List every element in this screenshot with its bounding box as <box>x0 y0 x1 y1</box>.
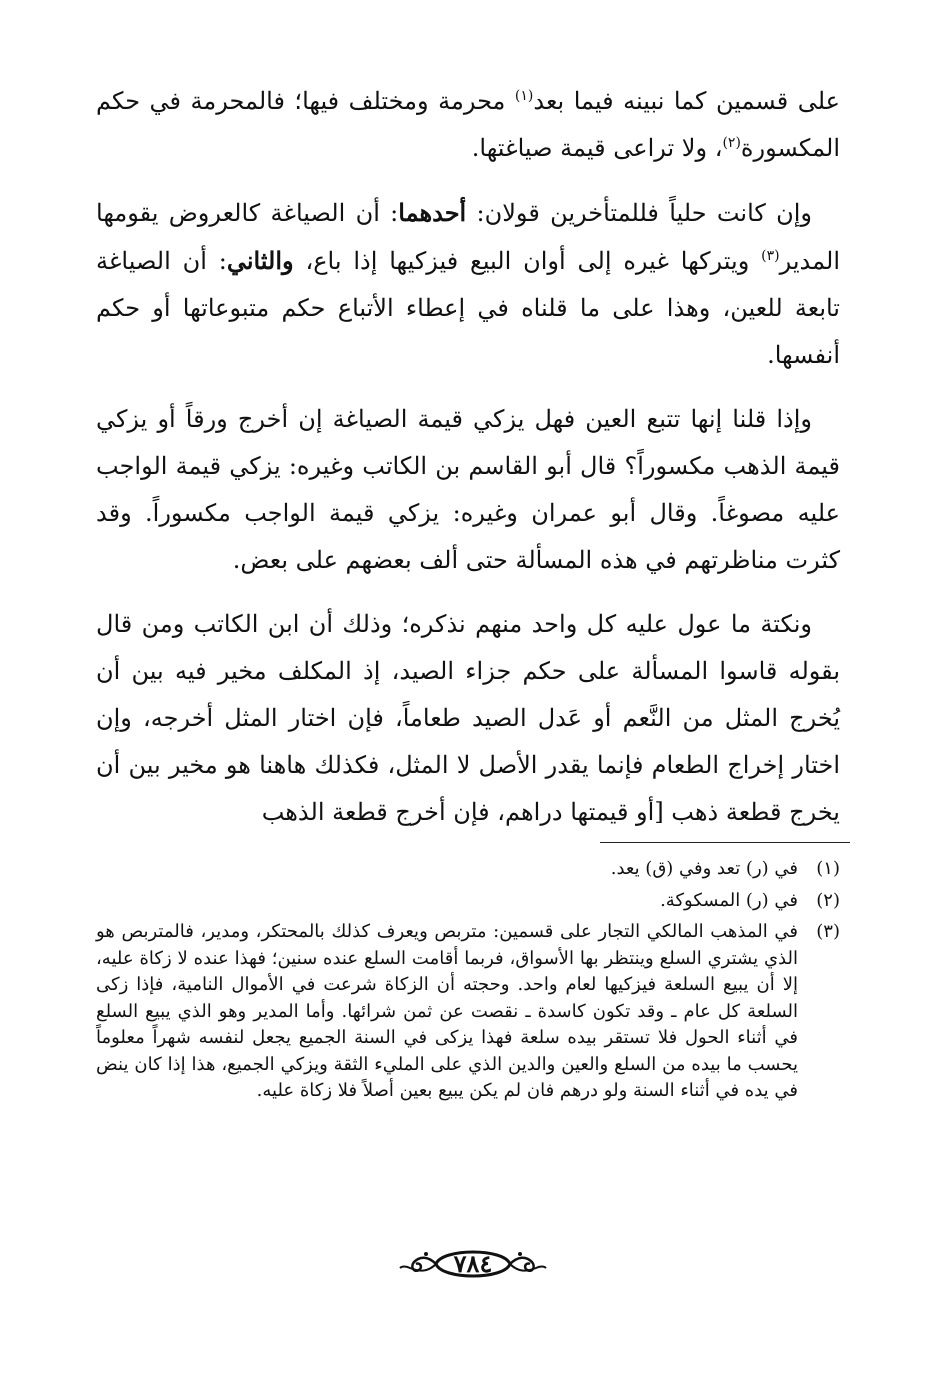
footnote-text: في (ر) المسكوكة. <box>660 889 798 911</box>
main-text <box>96 78 840 836</box>
page-number-ornament <box>0 1242 946 1286</box>
paragraph-1-text-b: محرمة ومختلف فيها؛ فالمحرمة في حكم المكسورة <box>96 87 840 162</box>
second-opinion-label: والثاني <box>226 246 294 275</box>
footnote-number: (٣) <box>816 921 840 942</box>
paragraph-3: وإذا قلنا إنها تتبع العين فهل يزكي قيمة الصياغة إن أخرج ورقاً أو يزكي قيمة الذهب مكسوراً؟ قال أبو القاسم بن الكاتب وغيره: يزكي قيمة الواجب عليه مصوغاً. وقال أبو عمران وغيره: يزكي قيمة الواجب مكسوراً. وقد كثرت مناظرتهم في هذه المسألة حتى ألف بعضهم على بعض. <box>96 405 840 574</box>
paragraph-2-text-a: وإن كانت حلياً فللمتأخرين قولان: <box>466 199 812 227</box>
paragraph-2-text-e: : أن الصياغة تابعة للعين، وهذا على ما قلناه في إعطاء الأتباع حكم متبوعاتها أو حكم أنفسها. <box>96 247 840 369</box>
footnote-divider <box>600 842 850 843</box>
footnote-ref-3: (٣) <box>761 248 780 264</box>
paragraph-1-text-a: على قسمين كما نبينه فيما بعد <box>533 87 840 115</box>
footnote-2 <box>96 888 840 915</box>
paragraph-4: ونكتة ما عول عليه كل واحد منهم نذكره؛ وذلك أن ابن الكاتب ومن قال بقوله قاسوا المسألة على حكم جزاء الصيد، إذ المكلف مخير فيه بين أن يُخرج المثل من النَّعم أو عَدل الصيد طعاماً، فإن اختار المثل أخرجه، وإن اختار إخراج الطعام فإنما يقدر الأصل لا المثل، فكذلك هاهنا هو مخير بين أن يخرج قطعة ذهب [أو قيمتها دراهم، فإن أخرج قطعة الذهب <box>96 610 840 826</box>
footnote-ref-2: (٢) <box>722 135 741 151</box>
footnote-ref-1: (١) <box>514 88 534 104</box>
paragraph-2-text-c: : أن الصياغة كالعروض يقومها المدير <box>96 199 840 275</box>
first-opinion-label: أحدهما <box>398 198 467 227</box>
footnote-text: في المذهب المالكي التجار على قسمين: متربص ويعرف كذلك بالمحتكر، ومدير، فالمتربص هو الذي يشتري السلع وينتظر بها الأسواق، فربما أقامت السلع عنده سنين؛ فهذا عنده لا زكاة عليه، إلا أن يبيع السلعة فيزكيها لعام واحد. وحجته أن الزكاة شرعت في الأموال النامية، فإذا زكى السلعة كل عام ـ وقد تكون كاسدة ـ نقصت عن ثمن شرائها. وأما المدير وهو الذي يبيع السلع في أثناء الحول فلا تستقر بيده سلعة فهذا يزكى في السنة الجميع يجعل لنفسه شهراً معلوماً يحسب ما بيده من السلع والعين والدين الذي على المليء الثقة ويزكي الجميع، هذا إذا كان ينض في يده في أثناء السنة ولو درهم فان لم يكن يبيع بعين أصلاً فلا زكاة عليه. <box>96 921 799 1101</box>
paragraph-2-text-d: ويتركها غيره إلى أوان البيع فيزكيها إذا باع، <box>293 247 762 275</box>
paragraph-1-text-c: ، ولا تراعى قيمة صياغتها. <box>471 134 723 162</box>
footnote-number: (٢) <box>816 889 840 911</box>
footnote-3 <box>96 919 840 1105</box>
footnote-text: في (ر) تعد وفي (ق) يعد. <box>610 858 798 879</box>
paragraph-2 <box>96 189 840 379</box>
footnote-1 <box>96 856 840 883</box>
footnote-number: (١) <box>816 858 840 879</box>
page-number: ٧٨٤ <box>453 1249 493 1278</box>
footnotes <box>96 856 840 1110</box>
paragraph-1 <box>96 78 840 172</box>
